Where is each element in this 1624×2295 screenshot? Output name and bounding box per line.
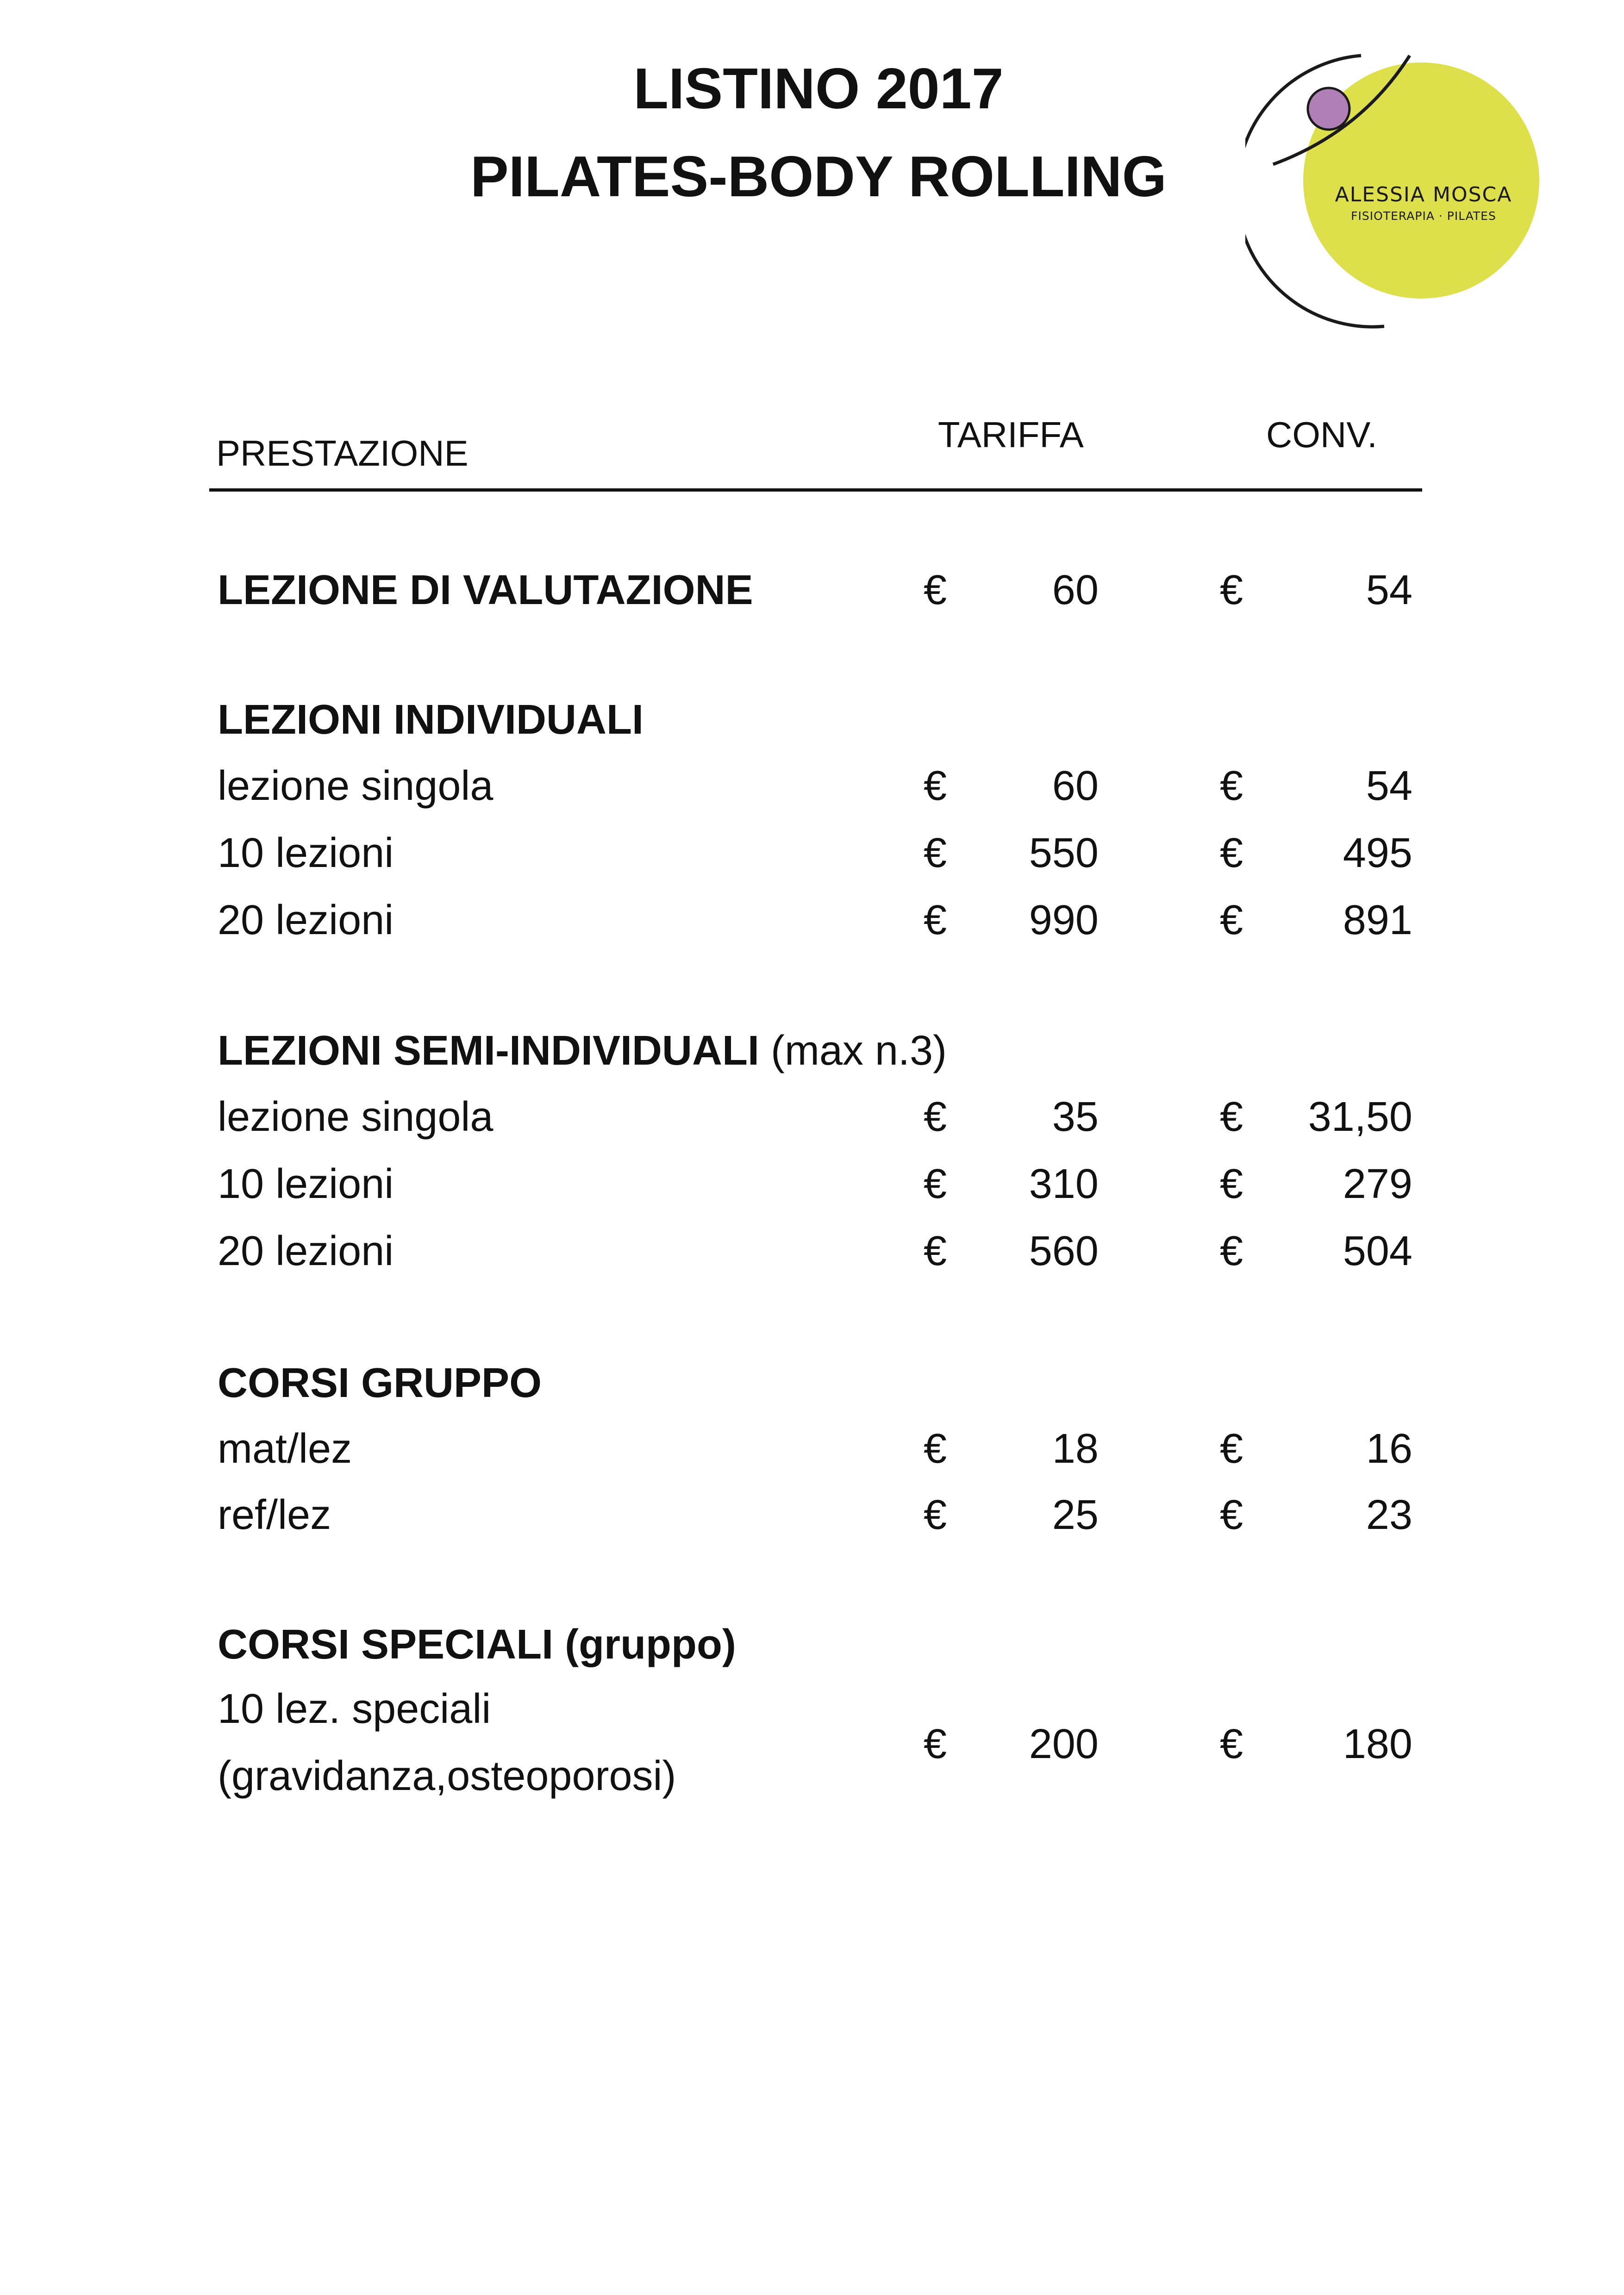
tariff-value: 60 — [1052, 567, 1099, 613]
conv-value: 31,50 — [1308, 1094, 1412, 1140]
tariff-value: 25 — [1052, 1492, 1099, 1538]
tariff-value: 560 — [1029, 1228, 1099, 1274]
conv-currency: € — [1220, 1228, 1243, 1274]
section-heading-wrap — [218, 1030, 947, 1072]
tariff-value: 310 — [1029, 1161, 1099, 1207]
price-row — [0, 765, 1624, 811]
row-label: lezione singola — [218, 763, 493, 809]
conv-currency: € — [1220, 1426, 1243, 1472]
row-label: mat/lez — [218, 1426, 352, 1472]
price-row — [0, 899, 1624, 946]
tariff-value: 18 — [1052, 1426, 1099, 1472]
conv-value: 180 — [1343, 1721, 1412, 1767]
conv-currency: € — [1220, 897, 1243, 943]
tariff-currency: € — [924, 763, 947, 809]
price-row — [0, 1428, 1624, 1474]
conv-currency: € — [1220, 1161, 1243, 1207]
conv-currency: € — [1220, 830, 1243, 876]
price-row — [0, 1163, 1624, 1210]
conv-currency: € — [1220, 1721, 1243, 1767]
price-row-valutazione — [0, 569, 1624, 616]
conv-value: 23 — [1366, 1492, 1412, 1538]
price-row — [0, 1494, 1624, 1540]
tariff-currency: € — [924, 1094, 947, 1140]
tariff-currency: € — [924, 1492, 947, 1538]
tariff-value: 60 — [1052, 763, 1099, 809]
row-label: lezione singola — [218, 1094, 493, 1140]
section-heading-individuali — [0, 699, 1624, 745]
conv-currency: € — [1220, 1492, 1243, 1538]
price-row — [0, 832, 1624, 879]
conv-value: 504 — [1343, 1228, 1412, 1274]
row-label: 20 lezioni — [218, 1228, 394, 1274]
row-label: LEZIONE DI VALUTAZIONE — [218, 567, 753, 613]
column-header-tariff: TARIFFA — [938, 414, 1084, 455]
conv-currency: € — [1220, 567, 1243, 613]
row-label-line-2: (gravidanza,osteoporosi) — [218, 1753, 676, 1799]
section-note: (max n.3) — [759, 1028, 947, 1074]
section-heading: CORSI SPECIALI (gruppo) — [218, 1621, 736, 1668]
column-header-conv: CONV. — [1266, 414, 1377, 455]
section-heading: CORSI GRUPPO — [218, 1360, 542, 1406]
conv-value: 54 — [1366, 567, 1412, 613]
logo-brand-name: ALESSIA MOSCA — [1335, 183, 1512, 206]
price-row — [0, 1230, 1624, 1277]
row-label: 20 lezioni — [218, 897, 394, 943]
page-subtitle: PILATES-BODY ROLLING — [470, 145, 1167, 209]
section-heading-corsi-gruppo — [0, 1362, 1624, 1409]
row-label: 10 lezioni — [218, 830, 394, 876]
tariff-currency: € — [924, 567, 947, 613]
conv-value: 16 — [1366, 1426, 1412, 1472]
section-heading-semi-individuali — [0, 1030, 1624, 1076]
price-row — [0, 1096, 1624, 1142]
conv-value: 279 — [1343, 1161, 1412, 1207]
row-label: ref/lez — [218, 1492, 331, 1538]
section-heading: LEZIONI INDIVIDUALI — [218, 697, 643, 743]
conv-value: 495 — [1343, 830, 1412, 876]
tariff-currency: € — [924, 830, 947, 876]
conv-currency: € — [1220, 763, 1243, 809]
tariff-value: 990 — [1029, 897, 1099, 943]
section-heading-corsi-speciali — [0, 1621, 1624, 1670]
row-label: 10 lezioni — [218, 1161, 394, 1207]
tariff-currency: € — [924, 1721, 947, 1767]
tariff-currency: € — [924, 1426, 947, 1472]
conv-value: 54 — [1366, 763, 1412, 809]
tariff-currency: € — [924, 897, 947, 943]
tariff-value: 550 — [1029, 830, 1099, 876]
price-row-speciali — [0, 1723, 1624, 1770]
header-rule — [209, 488, 1422, 492]
row-label-line-1: 10 lez. speciali — [218, 1686, 491, 1732]
logo-dot — [1308, 88, 1349, 130]
tariff-value: 200 — [1029, 1721, 1099, 1767]
alessia-mosca-logo — [1245, 53, 1542, 331]
tariff-currency: € — [924, 1161, 947, 1207]
section-heading: LEZIONI SEMI-INDIVIDUALI — [218, 1028, 759, 1074]
column-header-service: PRESTAZIONE — [216, 433, 468, 474]
tariff-value: 35 — [1052, 1094, 1099, 1140]
page-title: LISTINO 2017 — [633, 57, 1004, 121]
logo-tagline: FISIOTERAPIA · PILATES — [1351, 209, 1496, 223]
tariff-currency: € — [924, 1228, 947, 1274]
conv-currency: € — [1220, 1094, 1243, 1140]
conv-value: 891 — [1343, 897, 1412, 943]
